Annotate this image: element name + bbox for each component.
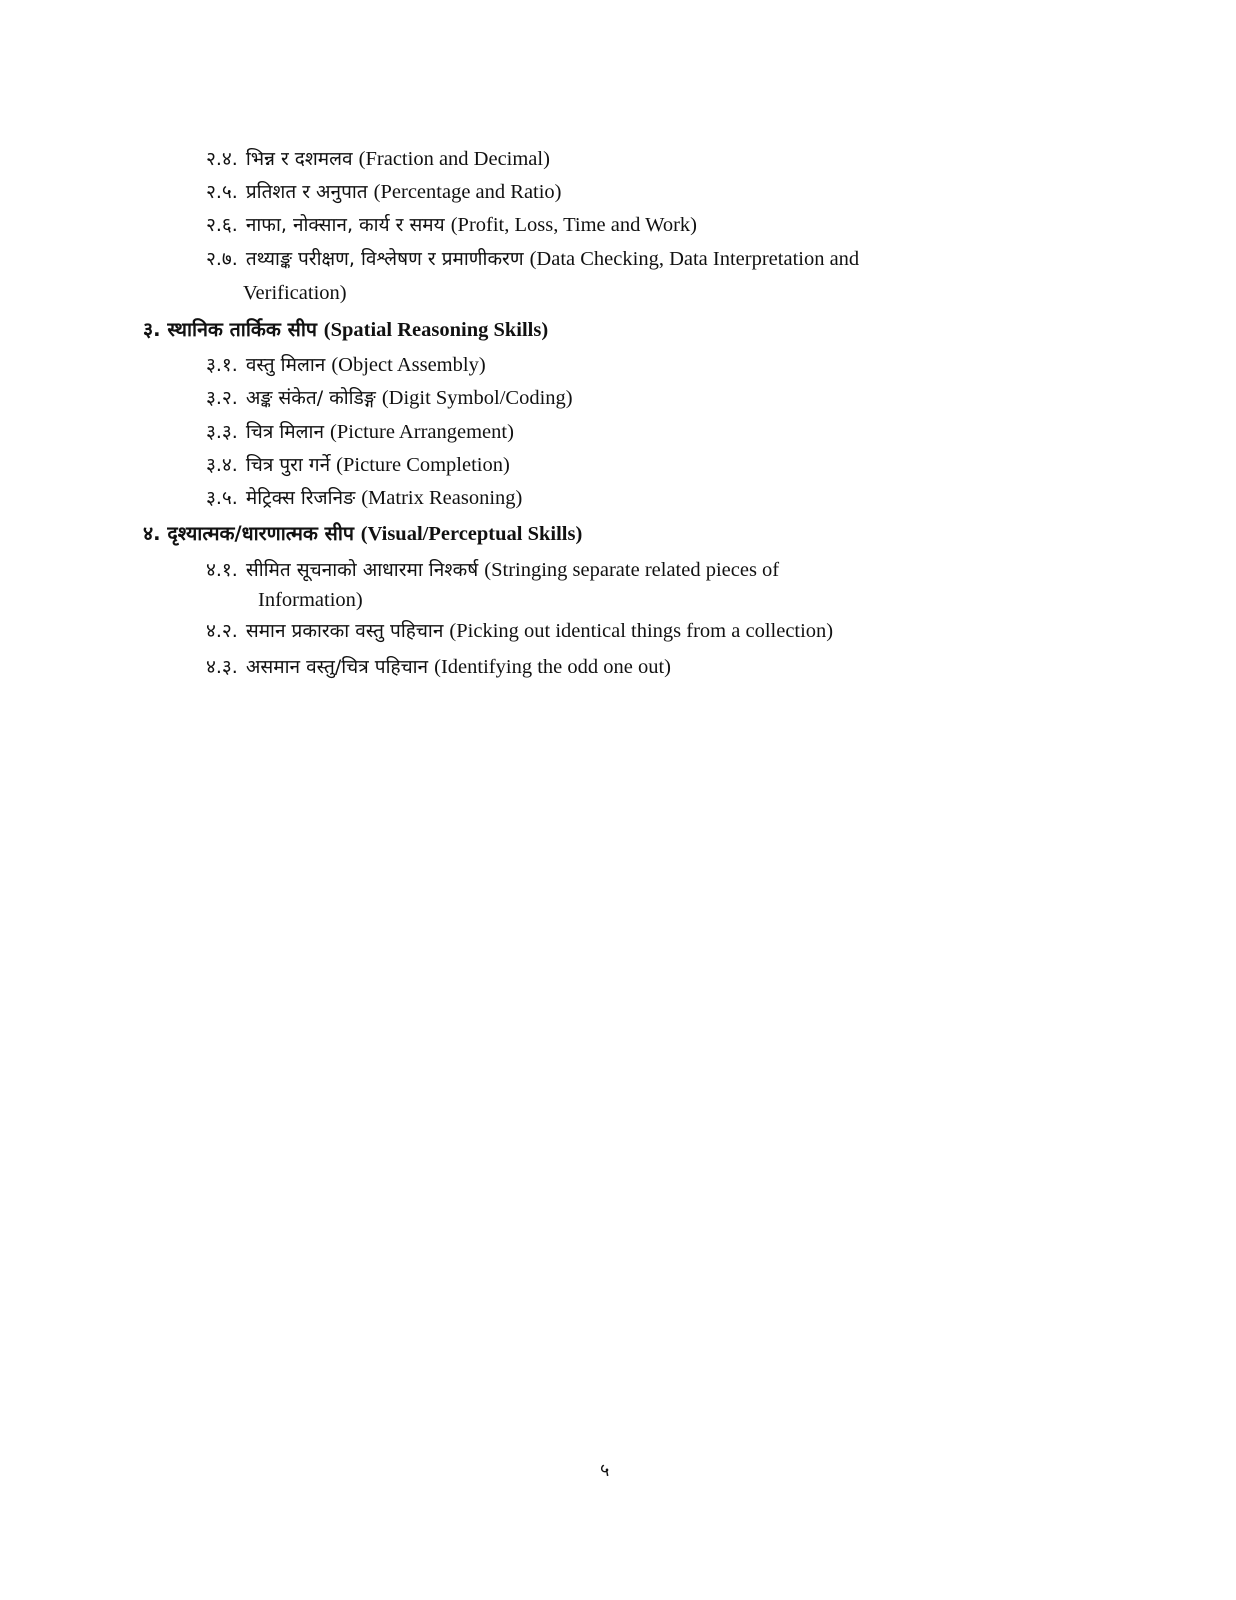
list-item: ३.३. चित्र मिलान (Picture Arrangement) <box>206 421 514 443</box>
list-item: २.६. नाफा, नोक्सान, कार्य र समय (Profit, Loss, Time and Work) <box>206 214 697 236</box>
section-heading: ४. दृश्यात्मक/धारणात्मक सीप (Visual/Perceptual Skills) <box>143 522 583 545</box>
list-item: ४.२. समान प्रकारका वस्तु पहिचान (Picking out identical things from a collection) <box>206 620 834 642</box>
list-item-continuation: Information) <box>258 589 363 611</box>
list-item: ४.१. सीमित सूचनाको आधारमा निश्कर्ष (Stringing separate related pieces of <box>206 559 780 581</box>
list-item: २.७. तथ्याङ्क परीक्षण, विश्लेषण र प्रमाणीकरण (Data Checking, Data Interpretation and <box>206 248 860 270</box>
list-item: ३.२. अङ्क संकेत/ कोडिङ्ग (Digit Symbol/Coding) <box>206 387 573 409</box>
section-heading: ३. स्थानिक तार्किक सीप (Spatial Reasoning Skills) <box>143 318 549 341</box>
list-item: ३.५. मेट्रिक्स रिजनिङ (Matrix Reasoning) <box>206 487 523 509</box>
page-number: ५ <box>600 1460 610 1481</box>
list-item: २.४. भिन्न र दशमलव (Fraction and Decimal) <box>206 148 550 170</box>
list-item: ४.३. असमान वस्तु/चित्र पहिचान (Identifying the odd one out) <box>206 656 671 678</box>
list-item: २.५. प्रतिशत र अनुपात (Percentage and Ratio) <box>206 181 562 203</box>
list-item-continuation: Verification) <box>243 282 347 304</box>
list-item: ३.४. चित्र पुरा गर्ने (Picture Completion) <box>206 454 510 476</box>
list-item: ३.१. वस्तु मिलान (Object Assembly) <box>206 354 486 376</box>
